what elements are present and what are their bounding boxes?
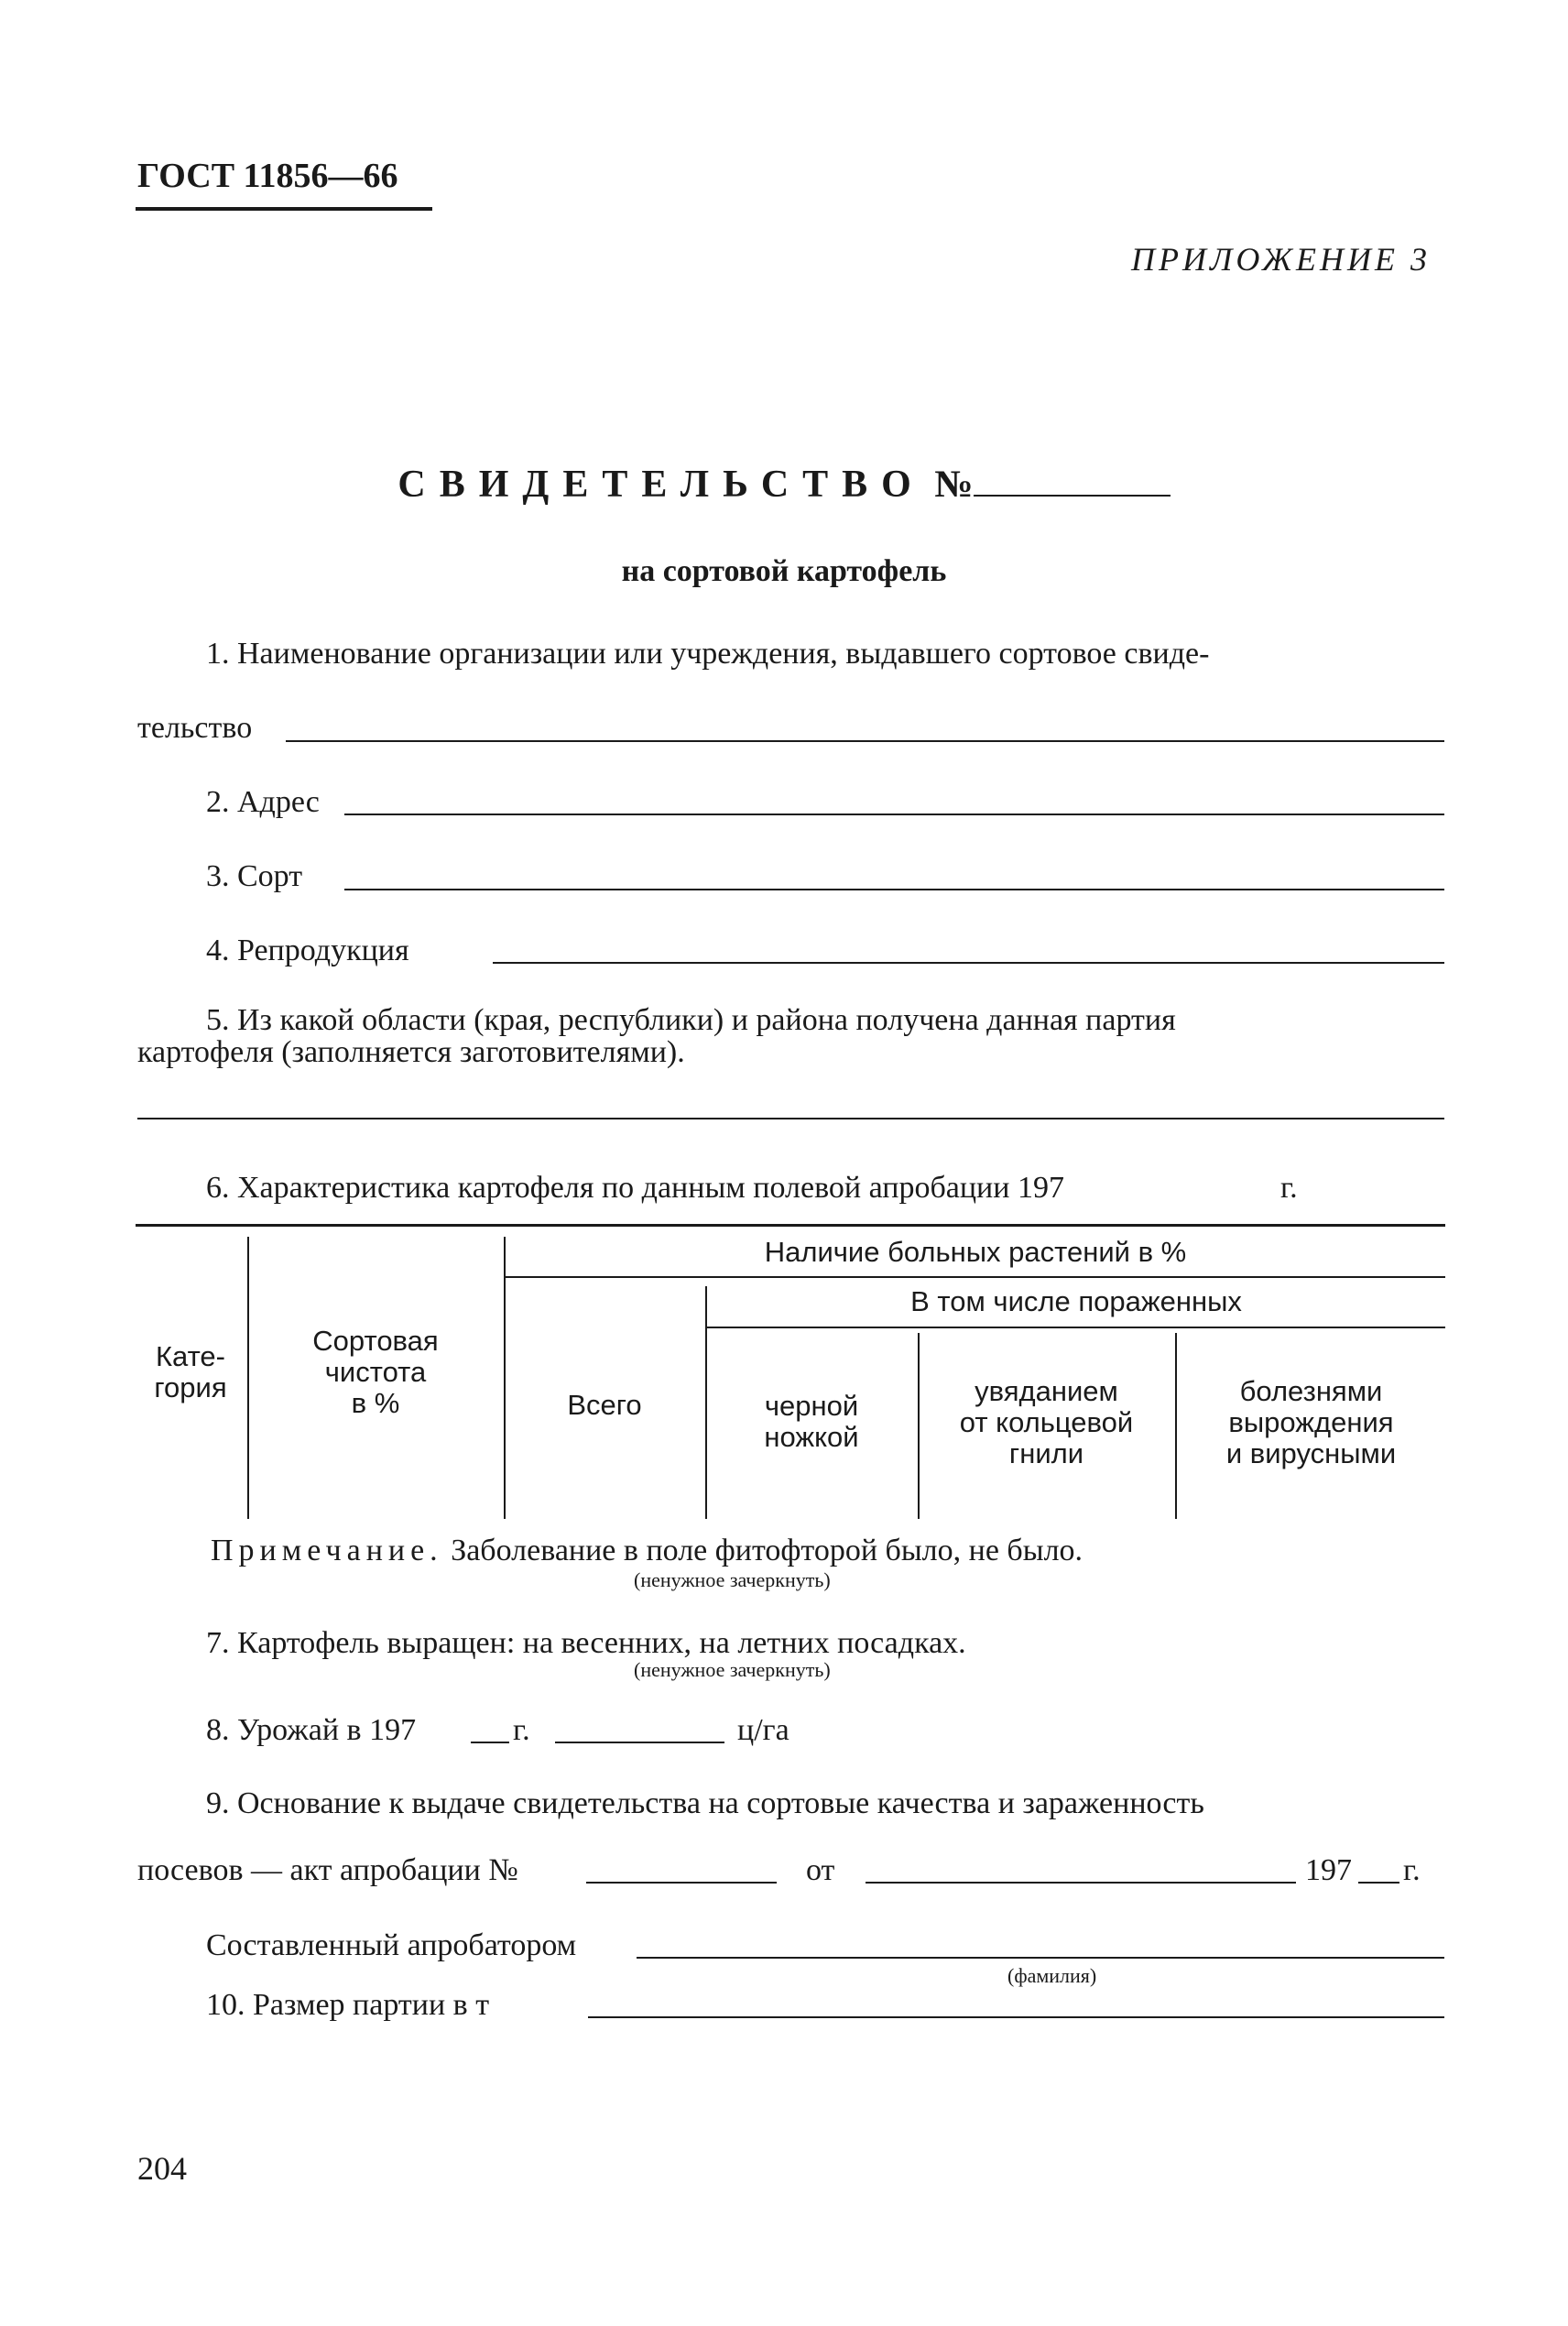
item-8-unit: ц/га (737, 1713, 789, 1747)
header-rule (136, 207, 432, 211)
col-category: Кате- гория (154, 1340, 227, 1403)
table-top-rule (136, 1224, 1445, 1227)
note-text: Заболевание в поле фитофторой было, не было. (442, 1534, 1083, 1567)
item-6-year-suffix: г. (1280, 1171, 1298, 1205)
standard-number: ГОСТ 11856—66 (137, 157, 398, 195)
inspector-name-field[interactable] (637, 1957, 1444, 1959)
address-field[interactable] (344, 814, 1444, 815)
document-title (0, 463, 1568, 507)
col-ring-rot: увяданием от кольцевой гнили (959, 1375, 1134, 1469)
note (211, 1534, 1083, 1568)
item-10-label: 10. Размер партии в т (206, 1988, 490, 2022)
approbation-year-field[interactable] (1358, 1882, 1399, 1884)
item-7-hint: (ненужное зачеркнуть) (634, 1658, 831, 1681)
item-6-label: 6. Характеристика картофеля по данным полевой апробации 197 (206, 1171, 1064, 1205)
item-9-line-2: посевов — акт апробации № (137, 1853, 518, 1887)
reproduction-field[interactable] (493, 962, 1444, 964)
col-purity: Сортовая чистота в % (312, 1325, 439, 1419)
item-8-prefix: 8. Урожай в 197 (206, 1713, 417, 1747)
item-9-year: 197 (1305, 1853, 1352, 1887)
note-hint: (ненужное зачеркнуть) (634, 1568, 831, 1591)
item-2-label: 2. Адрес (206, 785, 320, 819)
variety-field[interactable] (344, 889, 1444, 890)
item-4-label: 4. Репродукция (206, 934, 409, 967)
page-number: 204 (137, 2150, 187, 2187)
item-1-line-1: 1. Наименование организации или учреждения, выдавшего сортовое свиде- (206, 637, 1210, 671)
inspector-name-hint: (фамилия) (1007, 1964, 1097, 1987)
subgroup-header-affected: В том числе пораженных (910, 1285, 1242, 1317)
note-label: Примечание. (211, 1534, 443, 1567)
region-field[interactable] (137, 1118, 1444, 1119)
item-9-from: от (806, 1853, 835, 1887)
title-word: СВИДЕТЕЛЬСТВО (397, 464, 925, 506)
item-5-line-1: 5. Из какой области (края, республики) и района получена данная партия (206, 1003, 1176, 1037)
certificate-number-field[interactable] (974, 467, 1171, 497)
item-8-year-suffix: г. (513, 1713, 530, 1747)
group-header-diseased: Наличие больных растений в % (764, 1236, 1187, 1268)
appendix-label: ПРИЛОЖЕНИЕ 3 (1131, 241, 1431, 278)
item-9-line-1: 9. Основание к выдаче свидетельства на сортовые качества и зараженность (206, 1786, 1204, 1820)
number-sign: № (934, 464, 974, 506)
col-total: Всего (567, 1389, 642, 1421)
organization-field[interactable] (286, 740, 1444, 742)
col-blackleg: черной ножкой (764, 1390, 859, 1453)
approbation-act-number-field[interactable] (586, 1882, 777, 1884)
item-5-line-2: картофеля (заполняется заготовителями). (137, 1035, 685, 1069)
item-7-label: 7. Картофель выращен: на весенних, на летних посадках. (206, 1626, 966, 1660)
item-3-label: 3. Сорт (206, 859, 303, 893)
item-1-line-2: тельство (137, 711, 253, 745)
approbation-date-field[interactable] (866, 1882, 1296, 1884)
harvest-year-field[interactable] (471, 1742, 509, 1743)
batch-size-field[interactable] (588, 2016, 1444, 2018)
compiled-by-label: Составленный апробатором (206, 1928, 577, 1962)
harvest-yield-field[interactable] (555, 1742, 724, 1743)
table-divider (506, 1276, 1445, 1278)
col-degeneration: болезнями вырождения и вирусными (1225, 1375, 1397, 1469)
table-divider (504, 1237, 506, 1519)
document-subtitle: на сортовой картофель (621, 554, 947, 588)
item-9-year-suffix: г. (1403, 1853, 1421, 1887)
table-divider (707, 1327, 1445, 1328)
